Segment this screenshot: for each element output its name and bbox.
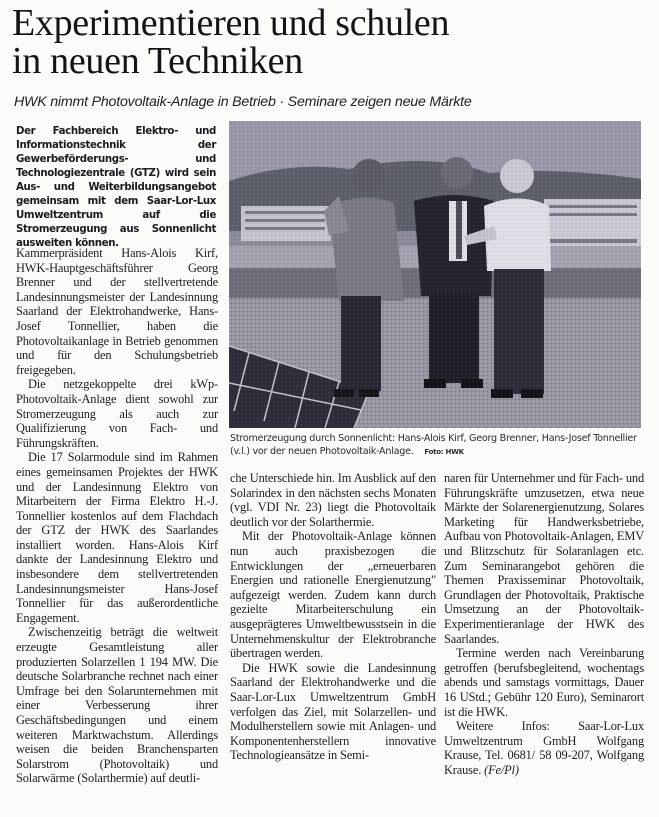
column-2 <box>230 471 436 763</box>
column-1 <box>16 246 218 786</box>
photo-caption <box>230 432 644 459</box>
contact-paragraph <box>444 719 644 777</box>
caption-text: Stromerzeugung durch Sonnenlicht: Hans-Alois Kirf, Georg Brenner, Hans-Josef Tonnellier (v.l.) vor der neuen Photovoltaik-Anlage. <box>230 433 637 457</box>
column-3 <box>444 471 644 777</box>
paragraph: Termine werden nach Vereinbarung getroffen (berufsbegleitend, wochentags abends und samstags vormittags, Dauer 16 UStd.; Gebühr 120 Euro), Seminarort ist die HWK. <box>444 646 644 719</box>
headline <box>12 4 652 80</box>
paragraph: naren für Unternehmer und für Fach- und Führungskräfte umzusetzen, etwa neue Märkte der Solarenergienutzung, Solares Marketing für Handwerksbetriebe, Aufbau von Photovoltaik-Anlagen, EMV und Blitzschutz für Solaranlagen etc. Zum Seminarangebot gehören die Themen Praxisseminar Photovoltaik, Grundlagen der Photovoltaik, Praktische Umsetzung an der Photovoltaik-Experimentieranlage der HWK des Saarlandes. <box>444 471 644 646</box>
paragraph: Die 17 Solarmodule sind im Rahmen eines gemeinsamen Projektes der HWK und der Landesinnung Elektro von Mitarbeitern der Firma Elektro H.-J. Tonnellier kostenlos auf dem Flachdach der GTZ der HWK des Saarlandes installiert worden. Hans-Alois Kirf dankte der Landesinnung Elektro und insbesondere dem stellvertretenden Landesinnungsmeister Hans-Josef Tonnellier für das außerordentliche Engagement. <box>16 450 218 625</box>
article-photo <box>229 121 641 428</box>
photo-credit: Foto: HWK <box>424 448 464 456</box>
paragraph: Zwischenzeitig beträgt die weltweit erzeugte Gesamtleistung aller produzierten Solarzellen 1 194 MW. Die deutsche Solarbranche rechnet nach einer Umfrage bei den Solarunternehmen mit einer Verbesserung ihrer Geschäftsbedingungen und einem weiteren Marktwachstum. Allerdings weisen die beiden Branchensparten Solarstrom (Photovoltaik) und Solarwärme (Solarthermie) auf deutli- <box>16 625 218 786</box>
headline-line-1: Experimentieren und schulen <box>12 2 450 44</box>
paragraph: Die netzgekoppelte drei kWp-Photovoltaik-Anlage dient sowohl zur Stromerzeugung als auch zur Qualifizierung von Fach- und Führungskräften. <box>16 377 218 450</box>
subheadline: HWK nimmt Photovoltaik-Anlage in Betrieb · Seminare zeigen neue Märkte <box>14 94 472 110</box>
byline: (Fe/Pl) <box>484 762 519 777</box>
paragraph: che Unterschiede hin. Im Ausblick auf den Solarindex in den nächsten sechs Monaten (vgl. VDI Nr. 23) liegt die Photovoltaik deutlich vor der Solarthermie. <box>230 471 436 529</box>
paragraph: Kammerpräsident Hans-Alois Kirf, HWK-Hauptgeschäftsführer Georg Brenner und der stellvertretende Landesinnungsmeister der Landesinnung Saarland der Elektrohandwerke, Hans-Josef Tonnellier, haben die Photovoltaikanlage in Betrieb genommen und für den Schulungsbetrieb freigegeben. <box>16 246 218 377</box>
lead-paragraph: Der Fachbereich Elektro- und Informationstechnik der Gewerbeförderungs- und Technologiezentrale (GTZ) wird sein Aus- und Weiterbildungsangebot gemeinsam mit dem Saar-Lor-Lux Umweltzentrum auf die Stromerzeugung aus Sonnenlicht ausweiten können. <box>16 126 216 249</box>
paragraph: Die HWK sowie die Landesinnung Saarland der Elektrohandwerke und die Saar-Lor-Lux Umweltzentrum GmbH verfolgen das Ziel, mit Solarzellen- und Modulherstellern sowie mit Anlagen- und Komponentenherstellern innovative Technologieansätze in Semi- <box>230 660 436 763</box>
contact-info: Weitere Infos: Saar-Lor-Lux Umweltzentrum GmbH Wolfgang Krause, Tel. 0681/ 58 09-207, Wolfgang Krause. <box>444 719 644 777</box>
headline-line-2: in neuen Techniken <box>12 40 303 82</box>
photo-illustration <box>229 121 641 428</box>
paragraph: Mit der Photovoltaik-Anlage können nun auch praxisbezogen die Entwicklungen der „erneuerbaren Energien und rationelle Energienutzung" aufgezeigt werden. Zudem kann durch gezielte Mitarbeiterschulung ein ausgeprägteres Umweltbewusstsein in die Unternehmenskultur der Elektrobranche übertragen werden. <box>230 529 436 661</box>
